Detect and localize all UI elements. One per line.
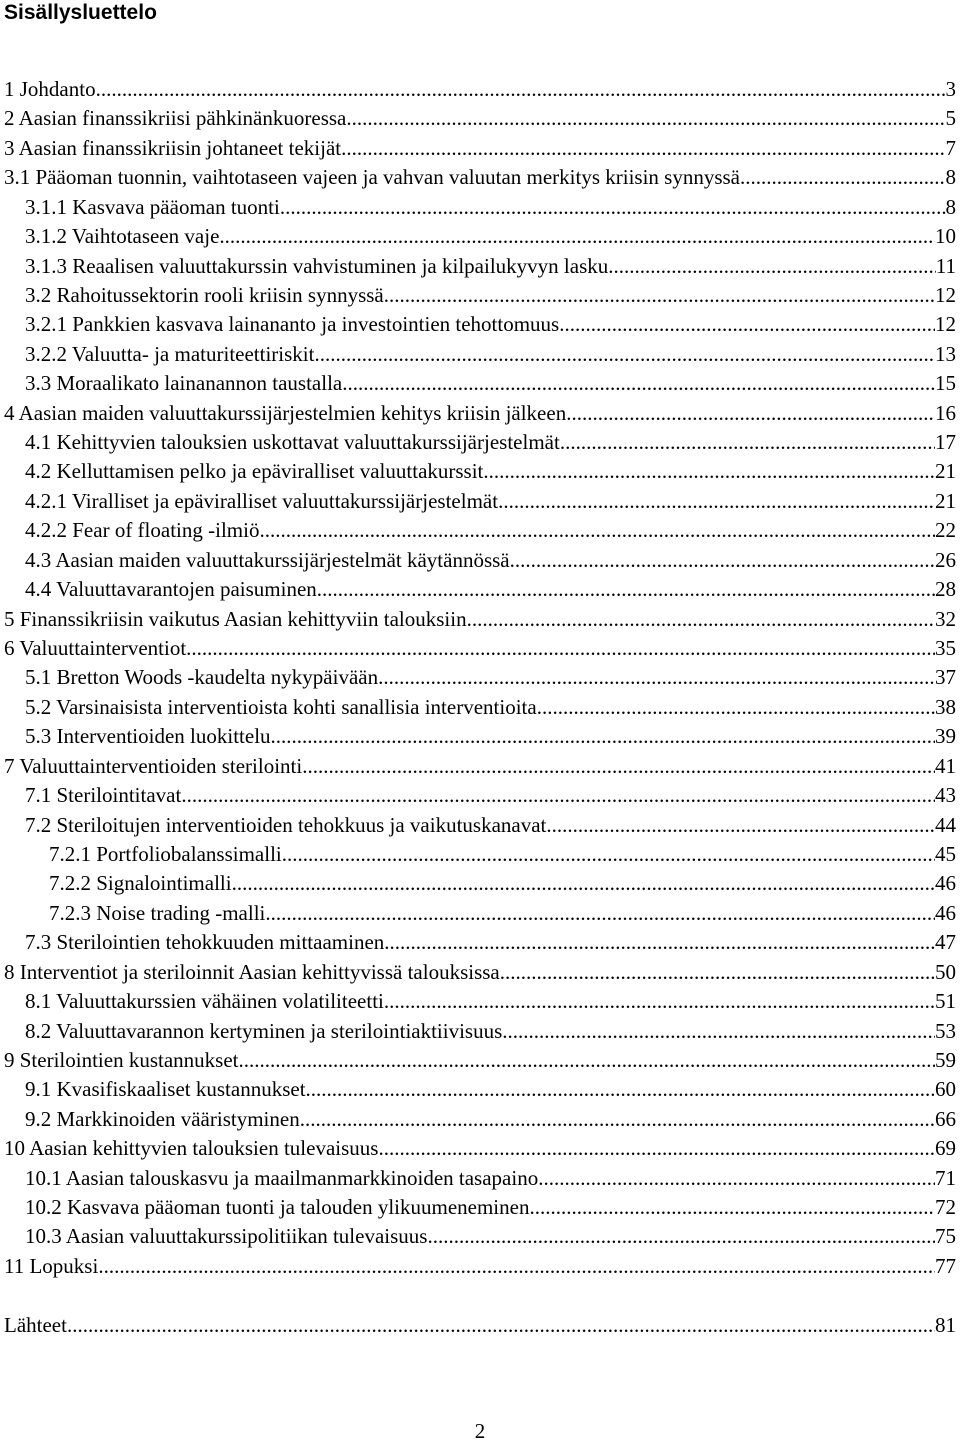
toc-entry-page: 47: [935, 930, 956, 955]
toc-entry-page: 35: [935, 636, 956, 661]
dot-leader: [265, 899, 935, 928]
toc-entry-page: 39: [935, 724, 956, 749]
dot-leader: [259, 516, 935, 545]
toc-entry: [0, 1222, 960, 1251]
dot-leader: [378, 1134, 935, 1163]
toc-entry-page: 3: [945, 77, 956, 101]
toc-entry-page: 16: [935, 400, 956, 425]
dot-leader: [341, 134, 945, 163]
dot-leader: [238, 1046, 935, 1075]
toc-entry-link[interactable]: [4, 1134, 956, 1163]
toc-entry: [0, 75, 960, 104]
toc-entry-page: 8: [945, 194, 956, 219]
toc-entry-link[interactable]: [25, 516, 956, 545]
toc-entry: [0, 399, 960, 428]
toc-entry-page: 12: [935, 312, 956, 337]
toc-entry-link[interactable]: [25, 663, 956, 692]
toc-entry-page: 17: [935, 430, 956, 455]
dot-leader: [314, 340, 935, 369]
toc-entry: [0, 899, 960, 928]
toc-entry-page: 75: [935, 1224, 956, 1249]
toc-entry: [0, 928, 960, 957]
toc-entry-link[interactable]: [25, 1164, 956, 1193]
toc-entry: [0, 1164, 960, 1193]
toc-entry: [0, 1017, 960, 1046]
toc-entry-label: 7 Valuuttainterventioiden sterilointi: [4, 753, 303, 778]
toc-entry-link[interactable]: [49, 869, 956, 898]
toc-entry-label: 2 Aasian finanssikriisi pähkinänkuoressa: [4, 106, 347, 131]
dot-leader: [559, 310, 935, 339]
toc-entry-link[interactable]: [4, 1046, 956, 1075]
toc-entry-label: 3.1.1 Kasvava pääoman tuonti: [25, 194, 280, 219]
toc-entry-page: 46: [935, 871, 956, 896]
toc-entry: [0, 1046, 960, 1075]
dot-leader: [232, 869, 935, 898]
toc-entry: [0, 1075, 960, 1104]
toc-entry-link[interactable]: [25, 781, 956, 810]
toc-entry-page: 69: [935, 1136, 956, 1161]
dot-leader: [98, 1252, 935, 1281]
toc-entry-page: 59: [935, 1047, 956, 1072]
toc-entry-page: 37: [935, 665, 956, 690]
toc-entry-link[interactable]: [4, 1311, 956, 1340]
toc-entry-label: 5.3 Interventioiden luokittelu: [25, 724, 271, 749]
toc-entry: [0, 840, 960, 869]
dot-leader: [346, 104, 945, 133]
toc-entry-label: 3.2 Rahoitussektorin rooli kriisin synnyssä: [25, 282, 384, 307]
toc-entry-link[interactable]: [25, 369, 956, 398]
dot-leader: [483, 457, 935, 486]
toc-entry-link[interactable]: [25, 193, 956, 222]
toc-entry-label: 3.1.2 Vaihtotaseen vaje: [25, 224, 220, 249]
toc-entry-label: 9.1 Kvasifiskaaliset kustannukset: [25, 1077, 306, 1102]
dot-leader: [502, 1017, 935, 1046]
dot-leader: [271, 722, 935, 751]
toc-entry-page: 51: [935, 989, 956, 1014]
toc-entry-page: 5: [945, 106, 956, 131]
toc-entry-page: 8: [945, 165, 956, 190]
toc-entry: [0, 605, 960, 634]
toc-entry: [0, 869, 960, 898]
toc-entry-label: 4.2 Kelluttamisen pelko ja epäviralliset valuuttakurssit: [25, 459, 484, 484]
dot-leader: [378, 663, 935, 692]
toc-entry-label: 7.3 Sterilointien tehokkuuden mittaaminen: [25, 930, 385, 955]
dot-leader: [384, 987, 935, 1016]
toc-entry-label: 7.1 Sterilointitavat: [25, 783, 182, 808]
dot-leader: [510, 546, 935, 575]
toc-entry-label: 10.1 Aasian talouskasvu ja maailmanmarkkinoiden tasapaino: [25, 1165, 539, 1190]
toc-entry-link[interactable]: [4, 134, 956, 163]
toc-entry-link[interactable]: [4, 605, 956, 634]
dot-leader: [560, 428, 935, 457]
toc-entry-label: 3 Aasian finanssikriisin johtaneet tekijät: [4, 135, 342, 160]
toc-entry: [0, 1105, 960, 1134]
toc-entry: [0, 457, 960, 486]
toc-entry-link[interactable]: [25, 987, 956, 1016]
toc-entry-link[interactable]: [4, 163, 956, 192]
toc-entry-page: 26: [935, 547, 956, 572]
dot-leader: [740, 163, 945, 192]
toc-entry-page: 41: [935, 753, 956, 778]
dot-leader: [317, 575, 935, 604]
toc-entry-page: 15: [935, 371, 956, 396]
toc-entry-page: 72: [935, 1195, 956, 1220]
toc-entry-label: 3.1.3 Reaalisen valuuttakurssin vahvistuminen ja kilpailukyvyn lasku: [25, 253, 609, 278]
dot-leader: [384, 281, 935, 310]
toc-entry-label: 7.2.3 Noise trading -malli: [49, 900, 266, 925]
toc-entry-page: 45: [935, 841, 956, 866]
toc-entry-link[interactable]: [4, 75, 956, 104]
toc-entry-page: 46: [935, 900, 956, 925]
toc-entry: [0, 163, 960, 192]
toc-entry-page: 81: [935, 1312, 956, 1337]
toc-entry: [0, 252, 960, 281]
toc-entry-link[interactable]: [25, 811, 956, 840]
page-number: 2: [474, 1419, 486, 1443]
toc-entry-link[interactable]: [25, 487, 956, 516]
toc-entry-link[interactable]: [25, 722, 956, 751]
toc-entry-label: 1 Johdanto: [4, 77, 96, 101]
toc-entry-link[interactable]: [25, 1222, 956, 1251]
toc-entry-label: 4.1 Kehittyvien talouksien uskottavat valuuttakurssijärjestelmät: [25, 430, 560, 455]
toc-entry-link[interactable]: [25, 457, 956, 486]
dot-leader: [219, 222, 935, 251]
toc-entry-label: 3.3 Moraalikato lainanannon taustalla: [25, 371, 343, 396]
toc-entry-label: 5 Finanssikriisin vaikutus Aasian kehittyviin talouksiin: [4, 606, 467, 631]
toc-entry-link[interactable]: [25, 340, 956, 369]
toc-entry: [0, 281, 960, 310]
toc-entry: [0, 634, 960, 663]
dot-leader: [467, 605, 935, 634]
toc-entry: [0, 693, 960, 722]
toc-entry-link[interactable]: [25, 1075, 956, 1104]
dot-leader: [300, 1105, 935, 1134]
toc-entry: [0, 546, 960, 575]
dot-leader: [282, 840, 935, 869]
toc-entry-link[interactable]: [25, 428, 956, 457]
dot-leader: [302, 752, 935, 781]
dot-leader: [306, 1075, 935, 1104]
toc-entry-page: 32: [935, 606, 956, 631]
toc-entry-link[interactable]: [49, 899, 956, 928]
toc-entry-link[interactable]: [25, 310, 956, 339]
toc-entry-link[interactable]: [4, 104, 956, 133]
toc-entry-page: 66: [935, 1106, 956, 1131]
toc-entry-label: 4.3 Aasian maiden valuuttakurssijärjestelmät käytännössä: [25, 547, 510, 572]
toc-entry-link[interactable]: [25, 222, 956, 251]
toc-entry-label: 7.2 Steriloitujen interventioiden tehokkuus ja vaikutuskanavat: [25, 812, 547, 837]
toc-entry-link[interactable]: [25, 575, 956, 604]
toc-entry-label: 5.2 Varsinaisista interventioista kohti sanallisia interventioita: [25, 694, 537, 719]
dot-leader: [427, 1222, 935, 1251]
toc-entry-label: 4.4 Valuuttavarantojen paisuminen: [25, 577, 317, 602]
toc-entry-link[interactable]: [4, 958, 956, 987]
dot-leader: [280, 193, 946, 222]
dot-leader: [538, 1164, 935, 1193]
toc-entry-label: 3.2.2 Valuutta- ja maturiteettiriskit: [25, 341, 315, 366]
toc-entry: [0, 752, 960, 781]
toc-entry-link[interactable]: [25, 1193, 956, 1222]
toc-entry-label: Lähteet: [4, 1312, 67, 1337]
toc-entry: [0, 987, 960, 1016]
dot-leader: [566, 399, 935, 428]
toc-entry: [0, 310, 960, 339]
toc-entry: [0, 1311, 960, 1340]
toc-entry-page: 53: [935, 1018, 956, 1043]
dot-leader: [342, 369, 935, 398]
toc-heading: Sisällysluettelo: [4, 1, 157, 24]
toc-entry-link[interactable]: [25, 1017, 956, 1046]
toc-entry: [0, 340, 960, 369]
toc-entry-page: 21: [935, 459, 956, 484]
toc-entry-link[interactable]: [25, 693, 956, 722]
toc-entry-page: 21: [935, 488, 956, 513]
toc-entry: [0, 722, 960, 751]
toc-entry-link[interactable]: [25, 928, 956, 957]
dot-leader: [181, 781, 935, 810]
toc-entry-page: 12: [935, 282, 956, 307]
toc-entry-label: 10 Aasian kehittyvien talouksien tulevaisuus: [4, 1136, 379, 1161]
toc-entry-page: 77: [935, 1253, 956, 1278]
toc-entry: [0, 104, 960, 133]
toc-entry: [0, 428, 960, 457]
dot-leader: [96, 75, 946, 104]
toc-entry-label: 5.1 Bretton Woods -kaudelta nykypäivään: [25, 665, 379, 690]
dot-leader: [498, 487, 935, 516]
toc-entry: [0, 516, 960, 545]
toc-entry-page: 43: [935, 783, 956, 808]
toc-entry-link[interactable]: [25, 1105, 956, 1134]
toc-entry-page: 22: [935, 518, 956, 543]
toc-entry-label: 3.1 Pääoman tuonnin, vaihtotaseen vajeen ja vahvan valuutan merkitys kriisin synnyssä: [4, 165, 741, 190]
toc-entry-label: 10.3 Aasian valuuttakurssipolitiikan tulevaisuus: [25, 1224, 428, 1249]
toc-entry-label: 3.2.1 Pankkien kasvava lainananto ja investointien tehottomuus: [25, 312, 560, 337]
toc-entry-page: 71: [935, 1165, 956, 1190]
toc-entry-page: 44: [935, 812, 956, 837]
toc-entry: [0, 1252, 960, 1281]
dot-leader: [384, 928, 935, 957]
toc-entry: [0, 958, 960, 987]
toc-entry: [0, 663, 960, 692]
dot-leader: [529, 1193, 935, 1222]
toc-list: [0, 75, 960, 1340]
dot-leader: [67, 1311, 935, 1340]
toc-entry-label: 4.2.2 Fear of floating -ilmiö: [25, 518, 260, 543]
toc-entry-link[interactable]: [25, 281, 956, 310]
toc-entry-label: 4.2.1 Viralliset ja epäviralliset valuuttakurssijärjestelmät: [25, 488, 499, 513]
toc-entry-link[interactable]: [25, 546, 956, 575]
toc-entry-page: 11: [935, 253, 956, 278]
toc-entry: [0, 1193, 960, 1222]
toc-entry-page: 7: [945, 135, 956, 160]
dot-leader: [546, 811, 935, 840]
dot-leader: [537, 693, 935, 722]
toc-entry-label: 10.2 Kasvava pääoman tuonti ja talouden ylikuumeneminen: [25, 1195, 530, 1220]
toc-entry-page: 10: [935, 224, 956, 249]
toc-entry: [0, 781, 960, 810]
toc-entry: [0, 1134, 960, 1163]
toc-entry: [0, 222, 960, 251]
toc-entry-page: 28: [935, 577, 956, 602]
toc-entry-label: 9 Sterilointien kustannukset: [4, 1047, 239, 1072]
toc-entry: [0, 134, 960, 163]
toc-entry: [0, 487, 960, 516]
toc-entry-label: 6 Valuuttainterventiot: [4, 636, 187, 661]
dot-leader: [500, 958, 935, 987]
toc-entry-link[interactable]: [49, 840, 956, 869]
toc-entry-label: 8.2 Valuuttavarannon kertyminen ja sterilointiaktiivisuus: [25, 1018, 503, 1043]
toc-entry-page: 50: [935, 959, 956, 984]
toc-entry-label: 4 Aasian maiden valuuttakurssijärjestelmien kehitys kriisin jälkeen: [4, 400, 567, 425]
toc-entry-page: 38: [935, 694, 956, 719]
toc-entry-link[interactable]: [4, 634, 956, 663]
toc-entry-label: 8 Interventiot ja steriloinnit Aasian kehittyvissä talouksissa: [4, 959, 500, 984]
dot-leader: [608, 252, 936, 281]
toc-entry-label: 11 Lopuksi: [4, 1253, 99, 1278]
toc-entry-link[interactable]: [4, 1252, 956, 1281]
toc-entry-label: 7.2.1 Portfoliobalanssimalli: [49, 841, 282, 866]
toc-entry: [0, 193, 960, 222]
toc-entry: [0, 811, 960, 840]
toc-entry-link[interactable]: [4, 399, 956, 428]
toc-entry-label: 7.2.2 Signalointimalli: [49, 871, 232, 896]
toc-entry-page: 60: [935, 1077, 956, 1102]
toc-entry-label: 9.2 Markkinoiden vääristyminen: [25, 1106, 300, 1131]
toc-entry-page: 13: [935, 341, 956, 366]
toc-entry-label: 8.1 Valuuttakurssien vähäinen volatiliteetti: [25, 989, 384, 1014]
dot-leader: [186, 634, 935, 663]
toc-entry: [0, 575, 960, 604]
toc-entry: [0, 369, 960, 398]
toc-entry-link[interactable]: [25, 252, 956, 281]
toc-entry-link[interactable]: [4, 752, 956, 781]
